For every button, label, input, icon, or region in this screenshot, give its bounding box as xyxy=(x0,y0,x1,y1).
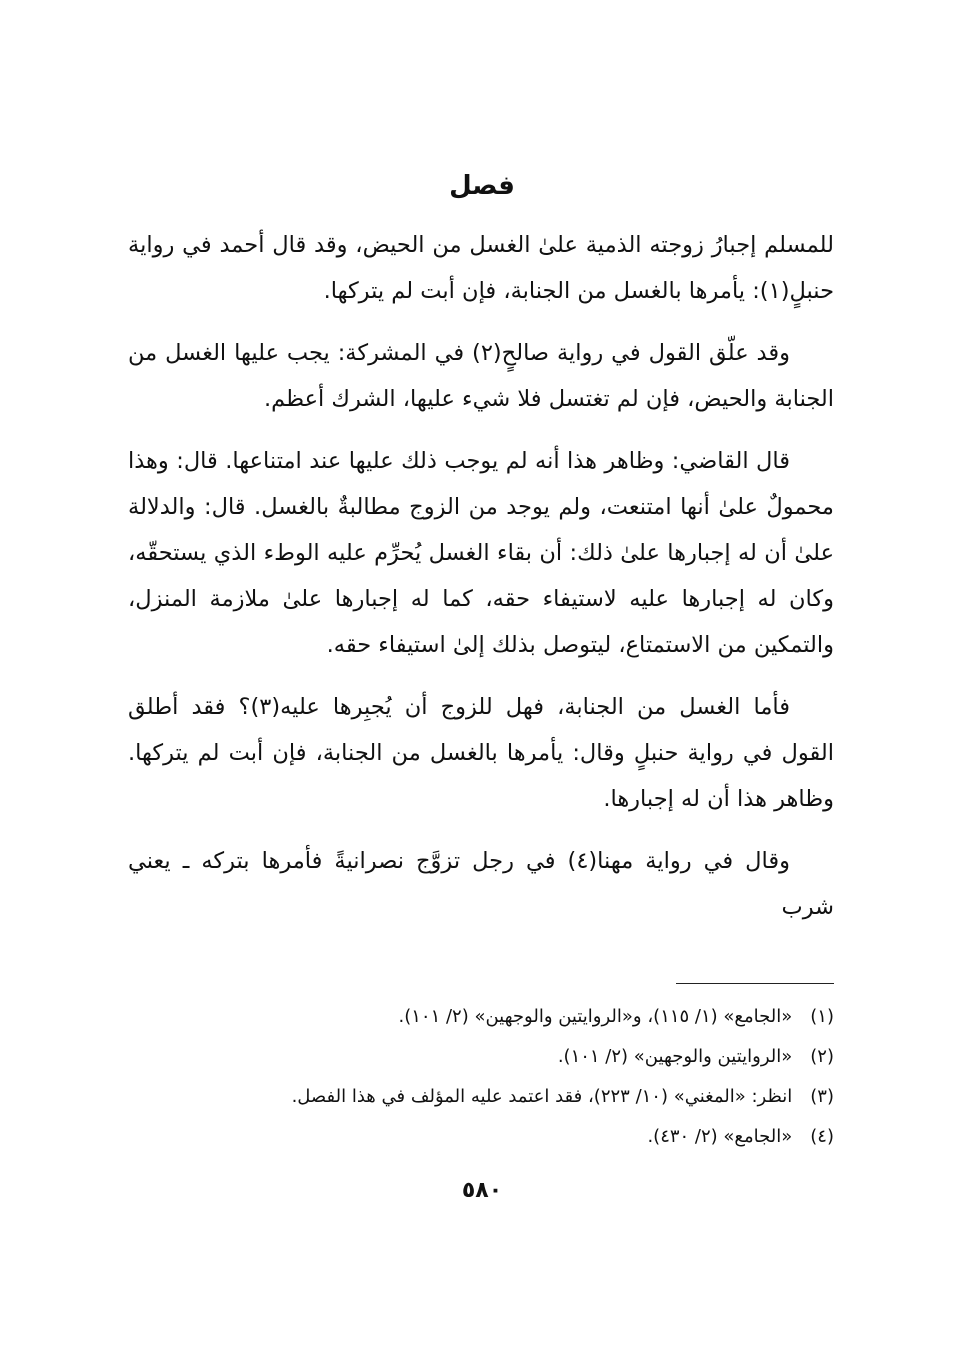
footnote-text: «الروايتين والوجهين» (٢/ ١٠١). xyxy=(557,1046,793,1067)
footnote xyxy=(128,1117,834,1157)
footnote-text: «الجامع» (١/ ١١٥)، و«الروايتين والوجهين» (٢/ ١٠١). xyxy=(398,1006,793,1027)
footnote-number: (٤) xyxy=(810,1126,834,1147)
footnotes xyxy=(128,997,834,1157)
paragraph: وقال في رواية مهنا(٤) في رجل تزوَّج نصرانيةً فأمرها بتركه ـ يعني شرب xyxy=(128,848,834,920)
footnote-number: (١) xyxy=(810,1006,834,1027)
page-number: ٥٨٠ xyxy=(461,1178,503,1203)
footnote-number: (٢) xyxy=(810,1046,834,1067)
footnote xyxy=(128,997,834,1037)
paragraph: فأما الغسل من الجنابة، فهل للزوج أن يُجبِرها عليه(٣)؟ فقد أطلق القول في رواية حنبلٍ وقال: يأمرها بالغسل من الجنابة، فإن أبت لم يتركها. وظاهر هذا أن له إجبارها. xyxy=(128,694,834,812)
footnote-divider xyxy=(676,983,834,984)
footnote-number: (٣) xyxy=(810,1086,834,1107)
main-text xyxy=(128,222,834,930)
section-heading: فصل xyxy=(449,171,515,201)
paragraph: للمسلم إجبارُ زوجته الذمية علىٰ الغسل من الحيض، وقد قال أحمد في رواية حنبلٍ(١): يأمرها بالغسل من الجنابة، فإن أبت لم يتركها. xyxy=(128,232,834,304)
footnote xyxy=(128,1077,834,1117)
paragraph: وقد علّق القول في رواية صالحٍ(٢) في المشركة: يجب عليها الغسل من الجنابة والحيض، فإن لم تغتسل فلا شيء عليها، الشرك أعظم. xyxy=(128,340,834,412)
footnote-text: «الجامع» (٢/ ٤٣٠). xyxy=(647,1126,793,1147)
footnote xyxy=(128,1037,834,1077)
paragraph: قال القاضي: وظاهر هذا أنه لم يوجب ذلك عليها عند امتناعها. قال: وهذا محمولٌ علىٰ أنها امتنعت، ولم يوجد من الزوج مطالبةٌ بالغسل. قال: والدلالة علىٰ أن له إجبارها علىٰ ذلك: أن بقاء الغسل يُحرِّم عليه الوطء الذي يستحقّه، وكان له إجبارها عليه لاستيفاء حقه، كما له إجبارها علىٰ ملازمة المنزل، والتمكين من الاستمتاع، ليتوصل بذلك إلىٰ استيفاء حقه. xyxy=(128,448,834,658)
footnote-text: انظر: «المغني» (١٠/ ٢٢٣)، فقد اعتمد عليه المؤلف في هذا الفصل. xyxy=(291,1086,793,1107)
